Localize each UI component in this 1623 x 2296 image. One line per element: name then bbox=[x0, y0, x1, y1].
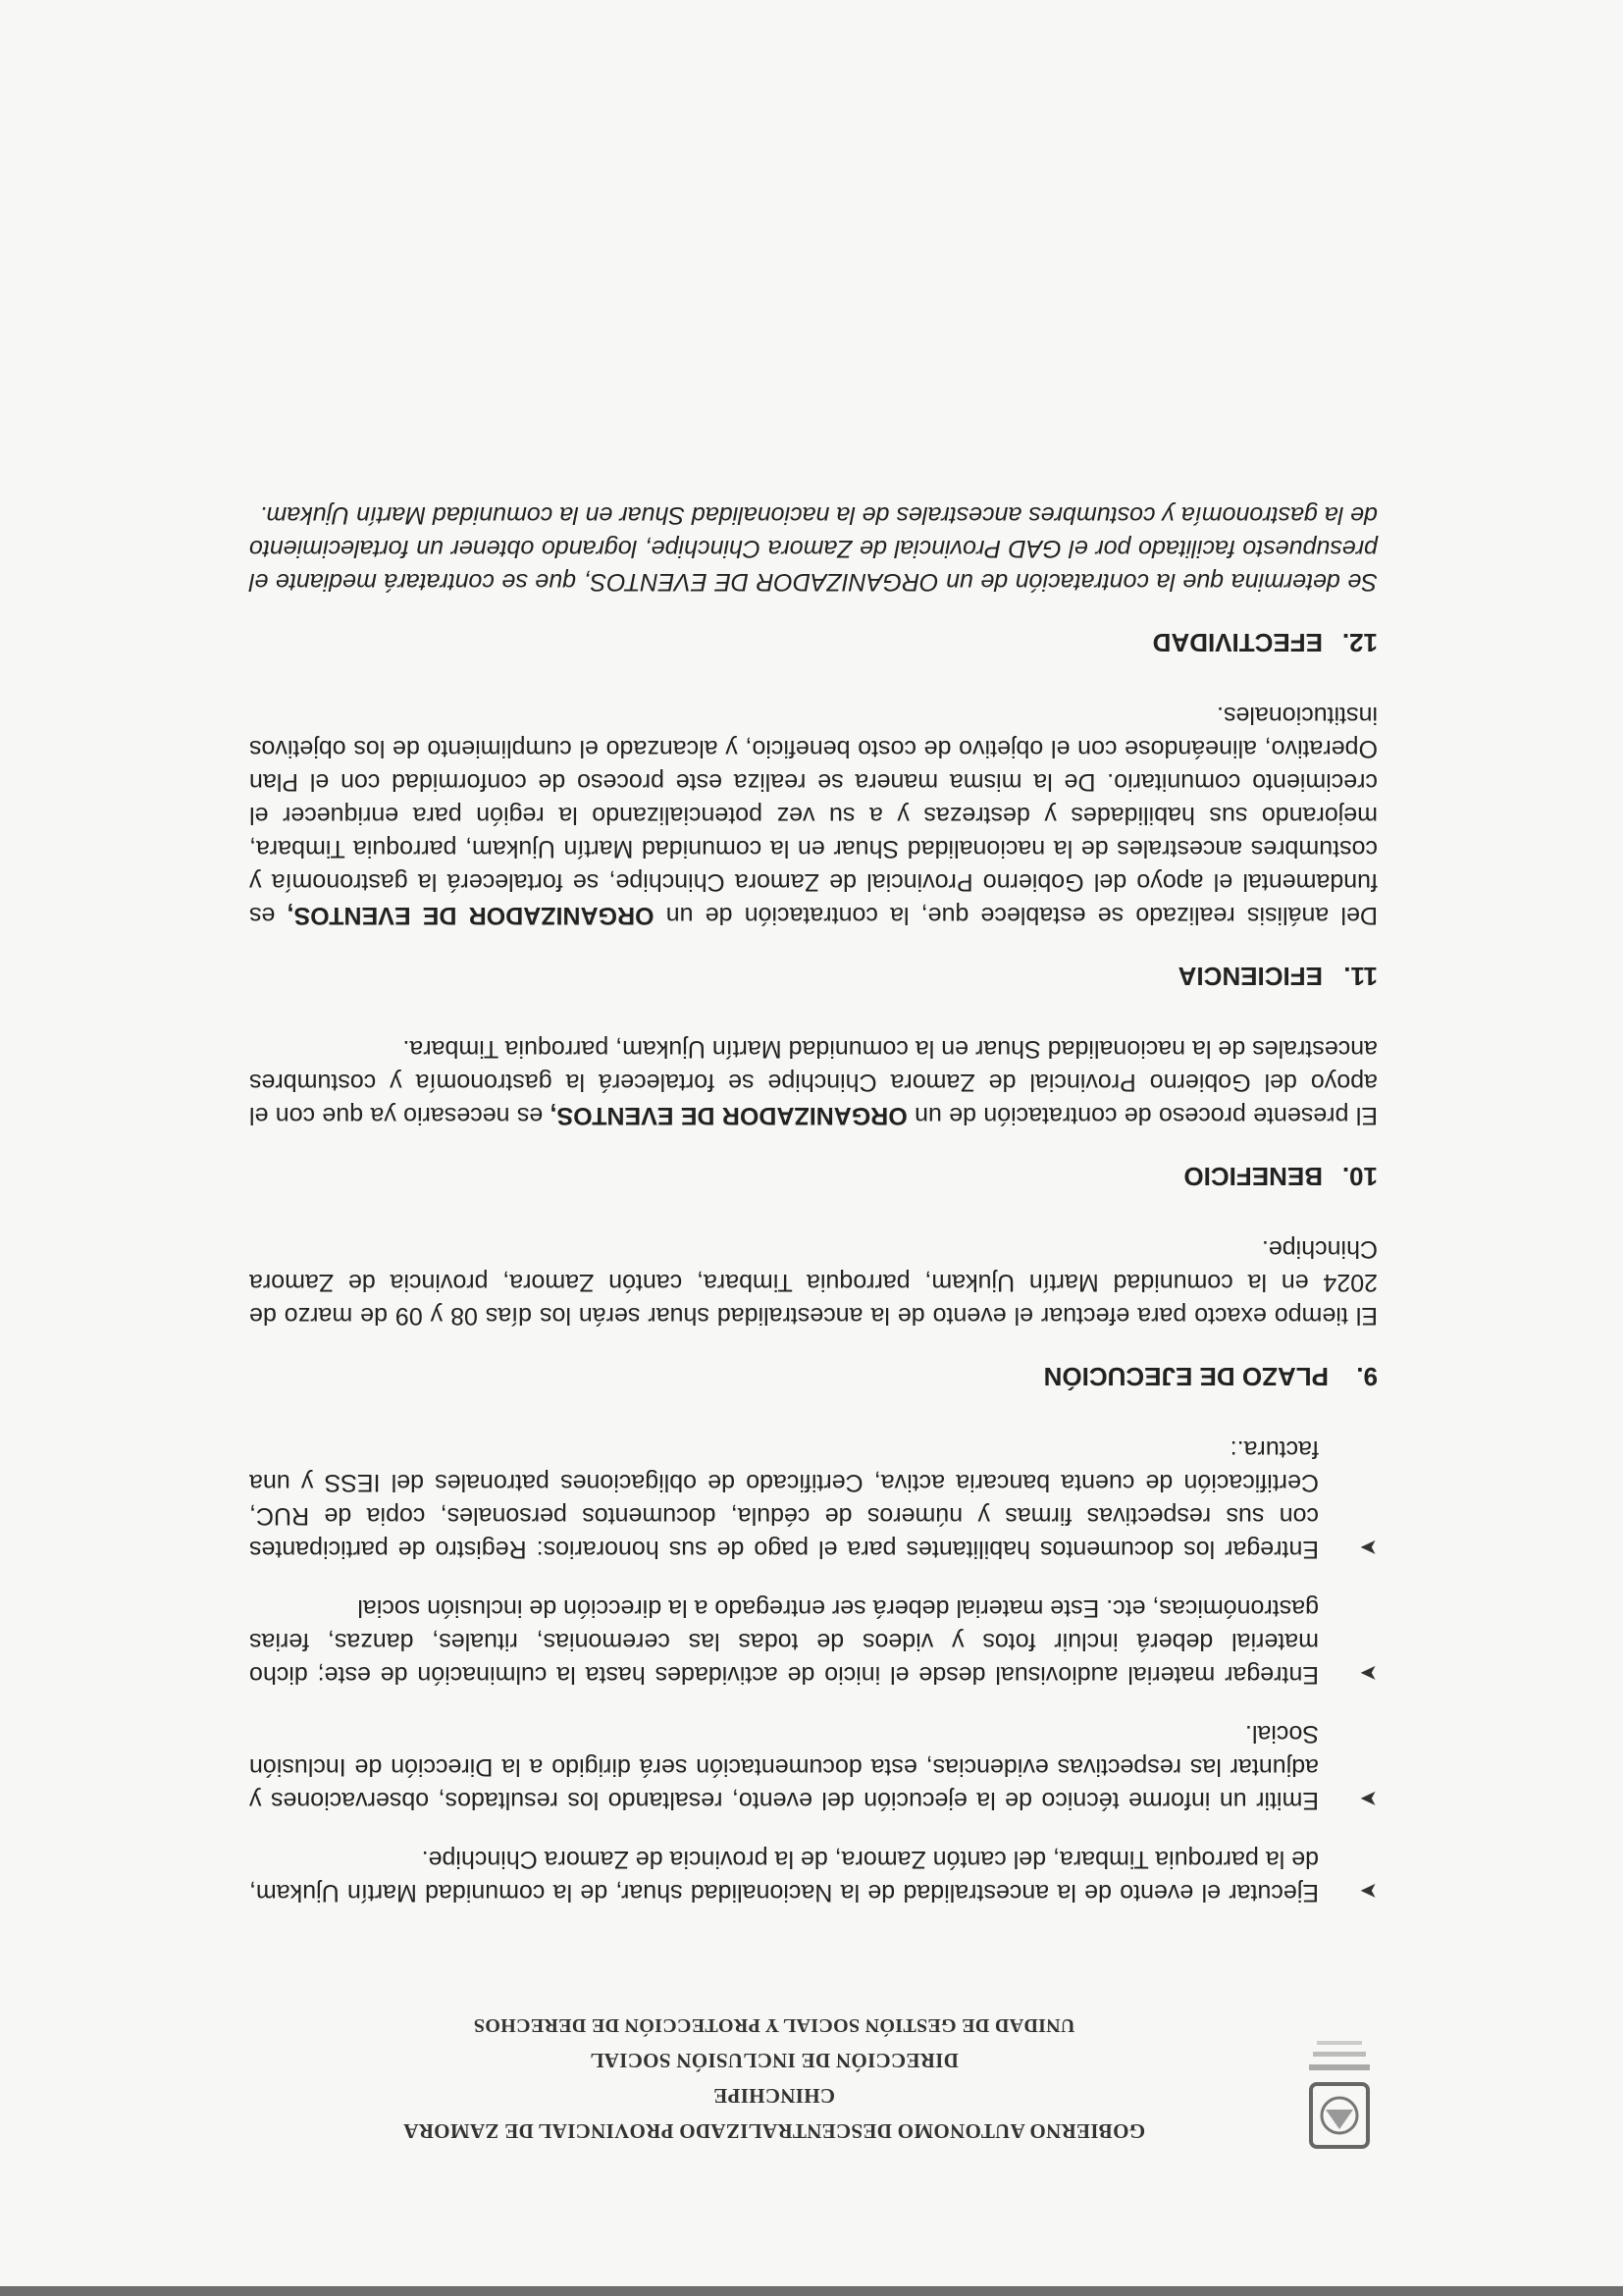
arrow-bullet-icon: ➤ bbox=[1359, 1536, 1378, 1560]
section-heading bbox=[249, 1360, 1378, 1393]
header-line-4: UNIDAD DE GESTIÓN SOCIAL Y PROTECCIÓN DE DERECHOS bbox=[473, 2014, 1075, 2036]
section-paragraph: El tiempo exacto para efectuar el evento de la ancestralidad shuar serán los días 08 y 09 de marzo de 2024 en la comunidad Martín Ujukam, parroquia Timbara, cantón Zamora, provincia de Zamora Chinchipe. bbox=[249, 1235, 1378, 1330]
section-paragraph: Se determina que la contratación de un ORGANIZADOR DE EVENTOS, que se contratará mediante el presupuesto facilitado por el GAD Provincial de Zamora Chinchipe, logrando obtener un fortalecimiento de la gastronomía y costumbres ancestrales de la nacionalidad Shuar en la comunidad Martín Ujukam. bbox=[249, 501, 1378, 596]
section-efectividad bbox=[249, 498, 1378, 659]
list-item bbox=[249, 1717, 1378, 1817]
paragraph-emphasis: ORGANIZADOR DE EVENTOS, bbox=[550, 1102, 908, 1129]
paragraph-text: es fundamental el apoyo del Gobierno Provincial de Zamora Chinchipe, se fortalecerá la gastronomía y costumbres ancestrales de la nacionalidad Shuar en la comunidad Martín Ujukam, parroquia Timbara, mejorando sus habilidades y destrezas y a su vez potencializando la región para enriquecer el crecimiento comunitario. De la misma manera se realiza este proceso de conformidad con el Plan Operativo, alineándose con el objetivo de costo beneficio, y alcanzado el cumplimiento de los objetivos institucionales. bbox=[249, 702, 1378, 929]
section-number: 11. bbox=[1343, 962, 1378, 991]
arrow-bullet-icon: ➤ bbox=[1359, 1787, 1378, 1811]
paragraph-text: Del análisis realizado se establece que, la contratación de un bbox=[654, 902, 1378, 929]
scan-top-edge bbox=[0, 2286, 1623, 2296]
section-paragraph bbox=[249, 699, 1378, 932]
section-title: EFICIENCIA bbox=[1178, 962, 1323, 991]
list-item-text: Emitir un informe técnico de la ejecución del evento, resaltando los resultados, observaciones y adjuntar las respectivas evidencias, esta documentación será dirigido a la Dirección de Inclusión Social. bbox=[249, 1720, 1319, 1814]
section-heading bbox=[249, 960, 1378, 993]
document-header bbox=[236, 2006, 1387, 2153]
list-item bbox=[249, 1433, 1378, 1566]
section-heading bbox=[249, 626, 1378, 659]
list-item bbox=[249, 1843, 1378, 1909]
section-title: PLAZO DE EJECUCIÓN bbox=[1043, 1362, 1329, 1391]
paragraph-text: es necesario ya que con el apoyo del Gobierno Provincial de Zamora Chinchipe se fortalecerá la gastronomía y costumbres ancestrales de la nacionalidad Shuar en la comunidad Martín Ujukam, parroquia Timbara. bbox=[249, 1035, 1378, 1129]
section-paragraph bbox=[249, 1032, 1378, 1132]
document-body bbox=[249, 498, 1378, 1909]
list-item-text: Entregar los documentos habilitantes para el pago de sus honorarios: Registro de participantes con sus respectivas firmas y números de cédula, documentos personales, copia de RUC, Certificación de cuenta bancaria activa, Certificado de obligaciones patronales del IESS y una factura.: bbox=[249, 1435, 1319, 1563]
section-number: 9. bbox=[1356, 1362, 1378, 1391]
section-number: 12. bbox=[1341, 628, 1378, 657]
section-plazo bbox=[249, 1232, 1378, 1393]
gad-seal-logo-icon bbox=[1299, 2006, 1387, 2153]
list-item bbox=[249, 1592, 1378, 1692]
section-title: EFECTIVIDAD bbox=[1152, 628, 1323, 657]
list-item-text: Ejecutar el evento de la ancestralidad de la Nacionalidad shuar, de la comunidad Martín Ujukam, de la parroquia Timbara, del cantón Zamora, de la provincia de Zamora Chinchipe. bbox=[249, 1846, 1319, 1906]
arrow-bullet-icon: ➤ bbox=[1359, 1661, 1378, 1686]
institution-heading bbox=[279, 2008, 1270, 2149]
section-title: BENEFICIO bbox=[1183, 1162, 1323, 1191]
header-line-3: DIRECCIÓN DE INCLUSIÓN SOCIAL bbox=[590, 2049, 959, 2072]
header-line-2: CHINCHIPE bbox=[712, 2084, 836, 2108]
paragraph-emphasis: ORGANIZADOR DE EVENTOS, bbox=[287, 902, 654, 929]
arrow-bullet-icon: ➤ bbox=[1359, 1879, 1378, 1904]
section-beneficio bbox=[249, 1032, 1378, 1193]
header-line-1: GOBIERNO AUTONOMO DESCENTRALIZADO PROVINCIAL DE ZAMORA bbox=[402, 2119, 1146, 2143]
obligations-list bbox=[249, 1433, 1378, 1909]
section-heading bbox=[249, 1160, 1378, 1193]
list-item-text: Entregar material audiovisual desde el inicio de actividades hasta la culminación de este; dicho material deberá incluir fotos y videos de todas las ceremonias, rituales, danzas, ferias gastronómicas, etc. Este material deberá ser entregado a la dirección de inclusión social bbox=[249, 1594, 1319, 1689]
section-number: 10. bbox=[1341, 1162, 1378, 1191]
section-eficiencia bbox=[249, 699, 1378, 993]
paragraph-text: El presente proceso de contratación de un bbox=[907, 1102, 1378, 1129]
